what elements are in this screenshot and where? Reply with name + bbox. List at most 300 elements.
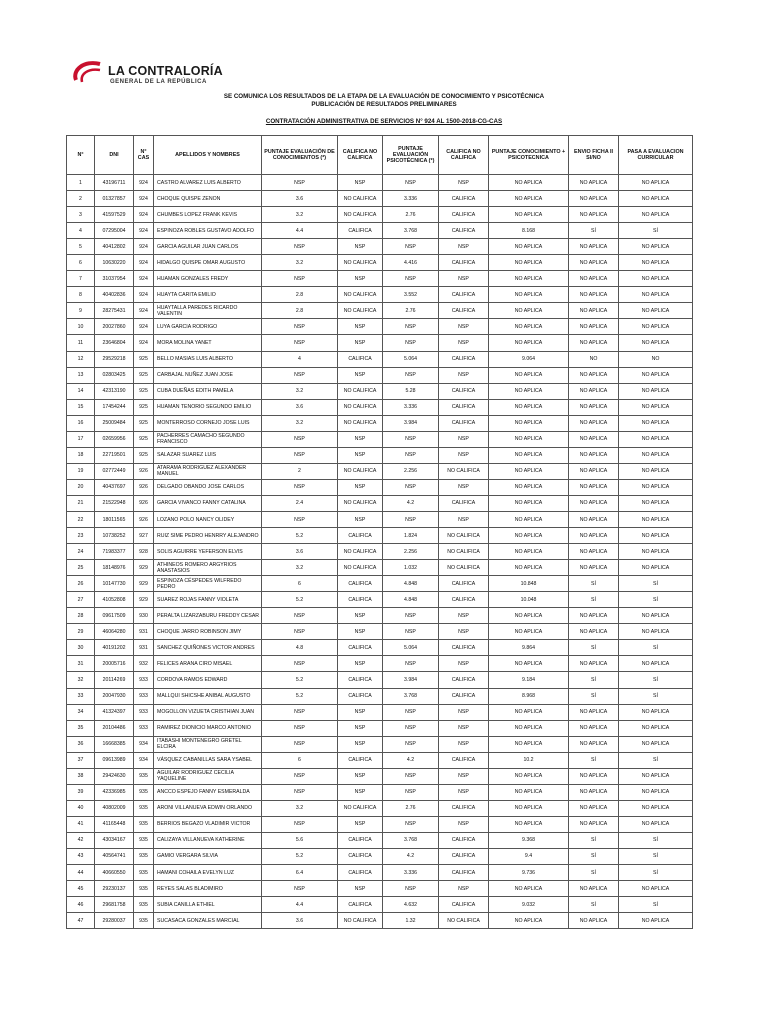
table-cell: NO APLICA [619, 383, 693, 399]
table-cell: 3.2 [262, 255, 338, 271]
table-cell: 5.6 [262, 832, 338, 848]
table-cell: NO APLICA [619, 367, 693, 383]
table-cell: NO APLICA [569, 816, 619, 832]
table-cell: CALIFICA [439, 800, 489, 816]
table-cell: MOGOLLON VIZUETA CRISTHIAN JUAN [154, 704, 262, 720]
table-cell: NO APLICA [619, 511, 693, 527]
table-cell: SÍ [569, 752, 619, 768]
table-cell: NO CALIFICA [338, 415, 383, 431]
table-cell: 19 [67, 463, 95, 479]
table-cell: SÍ [619, 865, 693, 881]
table-cell: CALIFICA [338, 640, 383, 656]
table-cell: NO APLICA [619, 255, 693, 271]
table-cell: NSP [338, 608, 383, 624]
table-cell: 3.552 [383, 287, 439, 303]
table-cell: 2 [67, 191, 95, 207]
table-cell: 16668385 [95, 736, 134, 752]
table-cell: NSP [262, 881, 338, 897]
table-cell: 37 [67, 752, 95, 768]
table-cell: NO APLICA [619, 768, 693, 784]
table-cell: 935 [134, 848, 154, 864]
column-header: PUNTAJE EVALUACIÓN DE CONOCIMIENTOS (*) [262, 136, 338, 175]
table-row [67, 319, 693, 335]
table-cell: RAMIREZ DIONICIO MARCO ANTONIO [154, 720, 262, 736]
table-cell: 02659956 [95, 431, 134, 447]
table-cell: NSP [262, 175, 338, 191]
table-cell: NO APLICA [619, 736, 693, 752]
table-cell: NSP [338, 881, 383, 897]
table-row [67, 672, 693, 688]
table-cell: NSP [262, 511, 338, 527]
table-cell: 20104486 [95, 720, 134, 736]
table-cell: NSP [439, 271, 489, 287]
table-cell: NO APLICA [489, 720, 569, 736]
table-row [67, 608, 693, 624]
table-cell: 13 [67, 367, 95, 383]
table-cell: NO APLICA [489, 319, 569, 335]
table-cell: CALIFICA [338, 865, 383, 881]
table-cell: 42313190 [95, 383, 134, 399]
table-cell: NSP [338, 624, 383, 640]
table-cell: 9.368 [489, 832, 569, 848]
table-cell: 32 [67, 672, 95, 688]
table-cell: NO APLICA [569, 479, 619, 495]
table-cell: NSP [439, 447, 489, 463]
table-cell: 935 [134, 865, 154, 881]
table-cell: LOZANO POLO NANCY OLIDEY [154, 511, 262, 527]
table-cell: 12 [67, 351, 95, 367]
table-cell: 4.416 [383, 255, 439, 271]
table-row [67, 865, 693, 881]
table-cell: 2.76 [383, 800, 439, 816]
table-row [67, 848, 693, 864]
table-cell: NSP [383, 367, 439, 383]
table-cell: BERRIOS BEGAZO VLADIMIR VICTOR [154, 816, 262, 832]
table-cell: 25 [67, 560, 95, 576]
contraloria-emblem-icon [70, 58, 106, 88]
table-cell: SÍ [619, 223, 693, 239]
table-cell: SÍ [569, 640, 619, 656]
table-cell: NO APLICA [489, 175, 569, 191]
table-cell: NO APLICA [619, 463, 693, 479]
table-cell: CALIZAYA VILLANUEVA KATHERINE [154, 832, 262, 848]
table-cell: NO APLICA [619, 207, 693, 223]
table-cell: CALIFICA [338, 528, 383, 544]
table-cell: 31 [67, 656, 95, 672]
table-cell: 935 [134, 800, 154, 816]
table-cell: 6.4 [262, 865, 338, 881]
table-cell: SÍ [569, 848, 619, 864]
table-row [67, 255, 693, 271]
table-cell: 29230137 [95, 881, 134, 897]
table-cell: NO CALIFICA [338, 463, 383, 479]
table-cell: 2.76 [383, 207, 439, 223]
table-cell: SÍ [619, 592, 693, 608]
table-cell: SÍ [619, 688, 693, 704]
table-cell: 3.336 [383, 399, 439, 415]
table-cell: NO APLICA [489, 415, 569, 431]
table-cell: NO APLICA [569, 335, 619, 351]
table-cell: 14 [67, 383, 95, 399]
table-cell: HUAMAN TENORIO SEGUNDO EMILIO [154, 399, 262, 415]
table-cell: 8 [67, 287, 95, 303]
table-cell: 9.736 [489, 865, 569, 881]
table-cell: NSP [262, 816, 338, 832]
table-cell: 933 [134, 672, 154, 688]
table-cell: 935 [134, 897, 154, 913]
table-cell: 31037954 [95, 271, 134, 287]
table-row [67, 656, 693, 672]
table-cell: 926 [134, 511, 154, 527]
table-cell: 4.848 [383, 592, 439, 608]
column-header: APELLIDOS Y NOMBRES [154, 136, 262, 175]
table-cell: NSP [383, 768, 439, 784]
table-cell: NSP [338, 239, 383, 255]
table-cell: NO APLICA [619, 447, 693, 463]
table-cell: NSP [439, 431, 489, 447]
table-cell: NO APLICA [569, 271, 619, 287]
table-cell: NO CALIFICA [338, 544, 383, 560]
table-cell: 3.2 [262, 383, 338, 399]
table-cell: NSP [262, 768, 338, 784]
table-row [67, 271, 693, 287]
table-cell: CALIFICA [439, 223, 489, 239]
table-row [67, 287, 693, 303]
table-cell: 38 [67, 768, 95, 784]
table-cell: NSP [439, 720, 489, 736]
table-cell: 9.864 [489, 640, 569, 656]
table-cell: 929 [134, 592, 154, 608]
table-cell: 09613989 [95, 752, 134, 768]
table-cell: 3.2 [262, 800, 338, 816]
table-cell: NO APLICA [569, 463, 619, 479]
results-table [66, 135, 693, 929]
table-cell: PERALTA LIZARZABURU FREDDY CESAR [154, 608, 262, 624]
table-cell: NO APLICA [569, 319, 619, 335]
table-cell: NO APLICA [489, 367, 569, 383]
table-cell: 5.2 [262, 848, 338, 864]
table-cell: 29 [67, 624, 95, 640]
table-cell: BELLO MASIAS LUIS ALBERTO [154, 351, 262, 367]
table-row [67, 415, 693, 431]
table-cell: NSP [262, 736, 338, 752]
table-row [67, 431, 693, 447]
table-cell: 10630220 [95, 255, 134, 271]
table-cell: NSP [338, 511, 383, 527]
table-cell: CALIFICA [338, 576, 383, 592]
table-cell: 40437697 [95, 479, 134, 495]
table-cell: NO APLICA [489, 816, 569, 832]
table-cell: NO [619, 351, 693, 367]
table-cell: NO APLICA [489, 608, 569, 624]
table-cell: DELGADO OBANDO JOSE CARLOS [154, 479, 262, 495]
table-cell: ATHINEOS ROMERO ARGYRIOS ANASTASIOS [154, 560, 262, 576]
table-cell: 3.6 [262, 913, 338, 929]
table-cell: 8.968 [489, 688, 569, 704]
table-row [67, 576, 693, 592]
table-cell: 8.168 [489, 223, 569, 239]
column-header: ENVIO FICHA II SI/NO [569, 136, 619, 175]
table-cell: NO APLICA [619, 608, 693, 624]
table-cell: 41 [67, 816, 95, 832]
table-cell: CALIFICA [439, 383, 489, 399]
table-cell: NSP [383, 656, 439, 672]
table-cell: CALIFICA [439, 191, 489, 207]
table-cell: NSP [383, 271, 439, 287]
table-cell: NSP [262, 704, 338, 720]
table-cell: 71983377 [95, 544, 134, 560]
table-cell: 02803425 [95, 367, 134, 383]
table-cell: NO APLICA [619, 271, 693, 287]
table-cell: 3.768 [383, 832, 439, 848]
table-cell: NO APLICA [489, 495, 569, 511]
table-cell: HUAMAN GONZALES FREDY [154, 271, 262, 287]
table-cell: ITABASHI MONTENEGRO GRETEL ELCIRA [154, 736, 262, 752]
table-cell: NO APLICA [569, 768, 619, 784]
table-cell: CALIFICA [338, 832, 383, 848]
table-cell: NO APLICA [619, 303, 693, 319]
table-cell: NO APLICA [619, 800, 693, 816]
table-cell: 929 [134, 576, 154, 592]
table-cell: 935 [134, 832, 154, 848]
table-cell: NSP [439, 608, 489, 624]
table-cell: 22719501 [95, 447, 134, 463]
table-cell: NSP [262, 784, 338, 800]
table-cell: NSP [383, 479, 439, 495]
table-cell: 4.4 [262, 223, 338, 239]
table-row [67, 175, 693, 191]
table-row [67, 463, 693, 479]
table-cell: 9 [67, 303, 95, 319]
table-cell: 10738252 [95, 528, 134, 544]
table-cell: ANCCO ESPEJO FANNY ESMERALDA [154, 784, 262, 800]
table-cell: CALIFICA [439, 752, 489, 768]
table-cell: CALIFICA [439, 897, 489, 913]
table-cell: 924 [134, 303, 154, 319]
table-row [67, 207, 693, 223]
table-row [67, 897, 693, 913]
table-cell: NSP [262, 335, 338, 351]
table-cell: 17 [67, 431, 95, 447]
table-cell: 5.2 [262, 528, 338, 544]
table-cell: GARCIA VIVANCO FANNY CATALINA [154, 495, 262, 511]
table-cell: NO APLICA [619, 816, 693, 832]
table-cell: 9.032 [489, 897, 569, 913]
table-cell: 3.768 [383, 688, 439, 704]
column-header: PUNTAJE EVALUACIÓN PSICOTÉCNICA (*) [383, 136, 439, 175]
table-cell: SÍ [619, 752, 693, 768]
table-cell: 23646804 [95, 335, 134, 351]
table-cell: NO APLICA [619, 495, 693, 511]
table-cell: CARBAJAL NUÑEZ JUAN JOSE [154, 367, 262, 383]
table-cell: 40660550 [95, 865, 134, 881]
table-cell: NO CALIFICA [338, 191, 383, 207]
table-cell: 30 [67, 640, 95, 656]
table-cell: 39 [67, 784, 95, 800]
table-cell: 46064280 [95, 624, 134, 640]
table-cell: NSP [338, 768, 383, 784]
table-cell: 01327857 [95, 191, 134, 207]
table-cell: 924 [134, 207, 154, 223]
table-cell: NSP [439, 175, 489, 191]
table-cell: NSP [383, 784, 439, 800]
table-cell: NSP [439, 656, 489, 672]
column-header: N° CAS [134, 136, 154, 175]
table-cell: NO APLICA [569, 656, 619, 672]
table-cell: 6 [262, 576, 338, 592]
table-cell: SÍ [569, 592, 619, 608]
table-cell: NO APLICA [569, 239, 619, 255]
table-cell: NO APLICA [569, 367, 619, 383]
table-cell: NSP [439, 881, 489, 897]
table-cell: 11 [67, 335, 95, 351]
table-cell: NO CALIFICA [338, 383, 383, 399]
table-cell: 1.824 [383, 528, 439, 544]
table-cell: NSP [262, 367, 338, 383]
table-row [67, 784, 693, 800]
table-cell: 43034167 [95, 832, 134, 848]
table-cell: NSP [262, 479, 338, 495]
table-cell: 2.256 [383, 463, 439, 479]
table-cell: CALIFICA [439, 287, 489, 303]
table-row [67, 511, 693, 527]
table-cell: NO APLICA [619, 335, 693, 351]
table-cell: FELICES ARANA CIRO MISAEL [154, 656, 262, 672]
table-cell: 4 [262, 351, 338, 367]
table-cell: 925 [134, 447, 154, 463]
table-cell: NO APLICA [619, 431, 693, 447]
table-cell: NO APLICA [619, 239, 693, 255]
table-cell: 4.848 [383, 576, 439, 592]
table-cell: 23 [67, 528, 95, 544]
table-cell: 10147730 [95, 576, 134, 592]
table-cell: NSP [262, 720, 338, 736]
table-cell: SANCHEZ QUIÑONES VICTOR ANDRES [154, 640, 262, 656]
table-row [67, 528, 693, 544]
table-cell: RUIZ SIME PEDRO HENRRY ALEJANDRO [154, 528, 262, 544]
table-cell: 5 [67, 239, 95, 255]
table-cell: NO APLICA [569, 736, 619, 752]
table-cell: NO CALIFICA [338, 800, 383, 816]
table-cell: 931 [134, 624, 154, 640]
table-cell: 26 [67, 576, 95, 592]
table-row [67, 720, 693, 736]
table-cell: NSP [439, 367, 489, 383]
table-cell: 924 [134, 319, 154, 335]
table-cell: 02772449 [95, 463, 134, 479]
table-cell: NSP [338, 319, 383, 335]
table-cell: 09617509 [95, 608, 134, 624]
table-cell: 924 [134, 239, 154, 255]
table-row [67, 800, 693, 816]
table-cell: NSP [383, 704, 439, 720]
column-header: N° [67, 136, 95, 175]
table-cell: NO APLICA [619, 175, 693, 191]
table-cell: 34 [67, 704, 95, 720]
table-cell: ARONI VILLANUEVA EDWIN ORLANDO [154, 800, 262, 816]
table-cell: NSP [338, 479, 383, 495]
table-cell: NO APLICA [569, 528, 619, 544]
table-cell: 930 [134, 608, 154, 624]
table-cell: SOLIS AGUIRRE YEFERSON ELVIS [154, 544, 262, 560]
table-cell: 45 [67, 881, 95, 897]
table-cell: 924 [134, 287, 154, 303]
table-cell: CALIFICA [439, 495, 489, 511]
table-cell: NSP [439, 816, 489, 832]
table-cell: SÍ [569, 832, 619, 848]
table-header-row [67, 136, 693, 175]
table-cell: HUAYTALLA PAREDES RICARDO VALENTIN [154, 303, 262, 319]
table-cell: 925 [134, 383, 154, 399]
table-cell: 925 [134, 351, 154, 367]
table-cell: 9.4 [489, 848, 569, 864]
table-cell: NO APLICA [489, 560, 569, 576]
table-cell: 42 [67, 832, 95, 848]
table-cell: CALIFICA [338, 848, 383, 864]
table-cell: SÍ [619, 832, 693, 848]
table-cell: NSP [338, 447, 383, 463]
table-cell: NO APLICA [569, 175, 619, 191]
table-cell: MALLQUI SHICSHE ANIBAL AUGUSTO [154, 688, 262, 704]
table-cell: 935 [134, 816, 154, 832]
table-cell: 3.6 [262, 399, 338, 415]
table-row [67, 303, 693, 319]
table-cell: HUAYTA CARITA EMILIO [154, 287, 262, 303]
table-cell: CALIFICA [338, 351, 383, 367]
table-cell: NSP [262, 271, 338, 287]
table-cell: 35 [67, 720, 95, 736]
table-cell: NO CALIFICA [338, 913, 383, 929]
table-cell: 4.632 [383, 897, 439, 913]
table-cell: CALIFICA [439, 399, 489, 415]
table-cell: HIDALGO QUISPE OMAR AUGUSTO [154, 255, 262, 271]
table-cell: NSP [262, 656, 338, 672]
table-cell: SUAREZ ROJAS FANNY VIOLETA [154, 592, 262, 608]
table-cell: CALIFICA [439, 640, 489, 656]
table-cell: CALIFICA [338, 897, 383, 913]
table-cell: NSP [383, 319, 439, 335]
table-cell: 924 [134, 175, 154, 191]
table-cell: NSP [262, 239, 338, 255]
table-cell: 10.048 [489, 592, 569, 608]
table-cell: NO APLICA [619, 528, 693, 544]
table-cell: SÍ [619, 640, 693, 656]
table-cell: 7 [67, 271, 95, 287]
logo-subtitle: GENERAL DE LA REPÚBLICA [110, 79, 207, 85]
table-cell: 43196711 [95, 175, 134, 191]
table-cell: 924 [134, 335, 154, 351]
table-row [67, 768, 693, 784]
table-cell: NO APLICA [569, 303, 619, 319]
contract-title: CONTRATACIÓN ADMINISTRATIVA DE SERVICIOS N° 924 AL 1500-2018-CG-CAS [265, 118, 503, 125]
table-cell: 925 [134, 431, 154, 447]
table-cell: NO APLICA [489, 399, 569, 415]
announcement-title: SE COMUNICA LOS RESULTADOS DE LA ETAPA DE LA EVALUACIÓN DE CONOCIMIENTO Y PSICOTÉCNICA [223, 93, 545, 100]
table-cell: NO CALIFICA [439, 528, 489, 544]
column-header: CALIFICA NO CALIFICA [338, 136, 383, 175]
table-cell: NO APLICA [619, 191, 693, 207]
table-cell: NO CALIFICA [439, 463, 489, 479]
column-header: PASA A EVALUACION CURRICULAR [619, 136, 693, 175]
table-cell: NO CALIFICA [439, 560, 489, 576]
table-cell: 3.336 [383, 191, 439, 207]
table-cell: NO APLICA [569, 720, 619, 736]
table-cell: 5.2 [262, 688, 338, 704]
table-row [67, 640, 693, 656]
table-cell: 41052808 [95, 592, 134, 608]
table-cell: NSP [383, 881, 439, 897]
table-cell: 926 [134, 495, 154, 511]
